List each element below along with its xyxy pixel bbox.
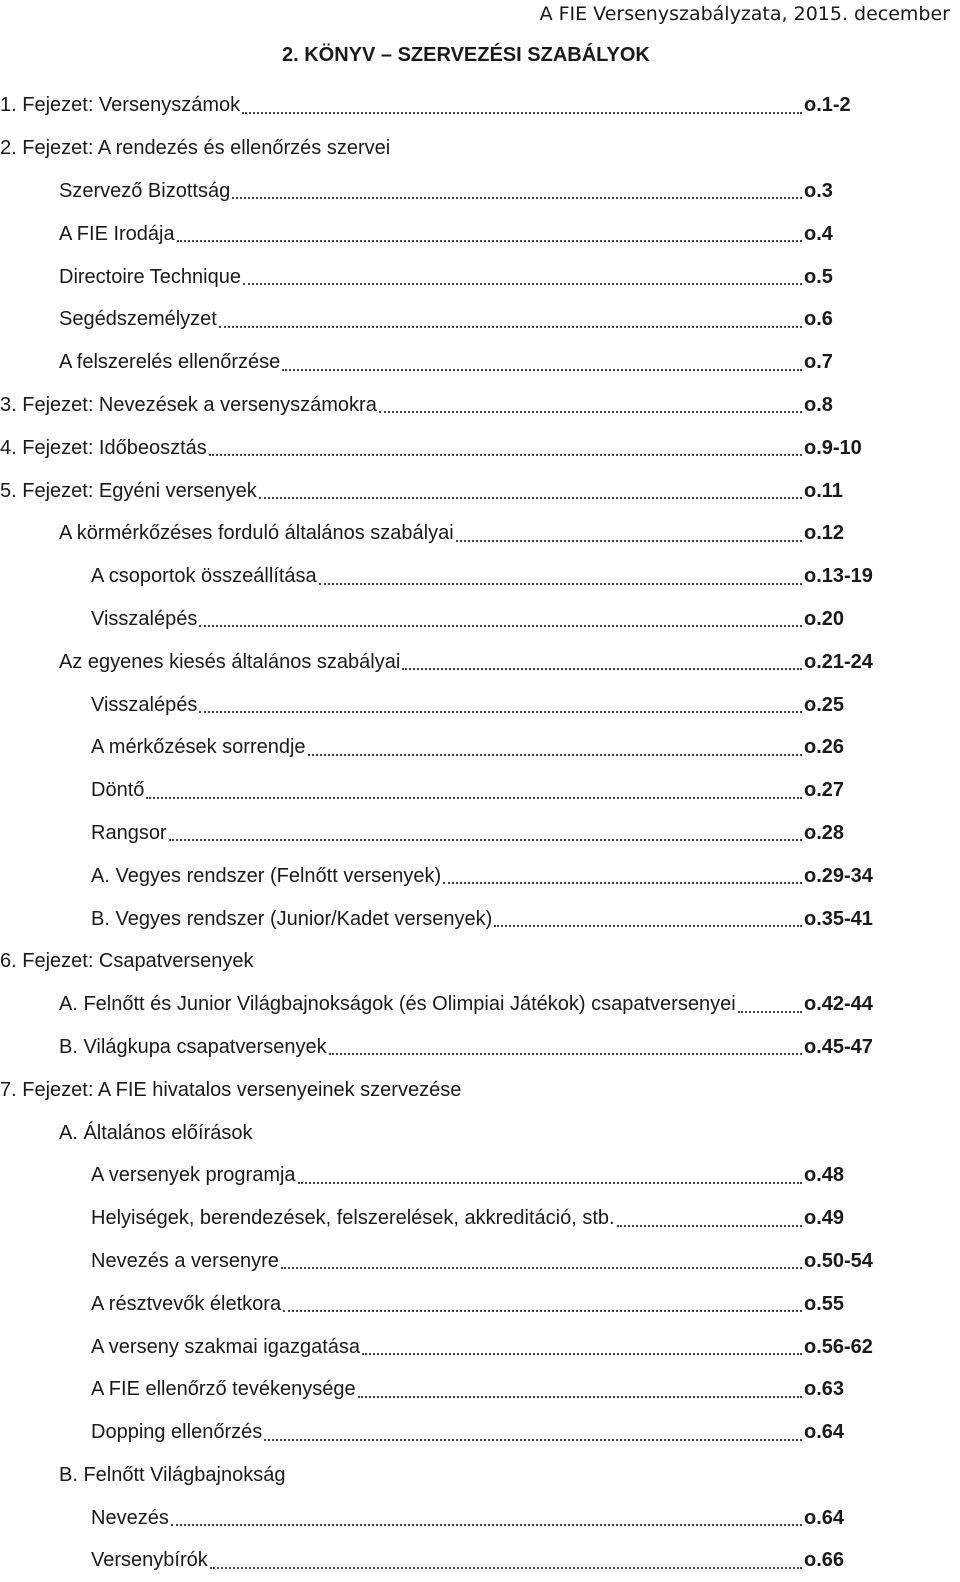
toc-entry[interactable] — [0, 1454, 960, 1497]
toc-entry-label: Visszalépés — [91, 607, 198, 630]
dot-leader — [232, 197, 802, 199]
toc-entry-label: A versenyek programja — [91, 1164, 296, 1187]
toc-entry-page: o.27 — [804, 779, 845, 802]
toc-entry-page: o.45-47 — [804, 1035, 873, 1058]
toc-entry-page: o.56-62 — [804, 1335, 873, 1358]
toc-entry-page: o.12 — [804, 522, 845, 545]
toc-entry[interactable] — [0, 469, 960, 512]
dot-leader — [169, 839, 802, 841]
toc-entry-label: Versenybírók — [91, 1549, 208, 1572]
dot-leader — [243, 283, 802, 285]
toc-entry-label: 6. Fejezet: Csapatversenyek — [0, 950, 254, 973]
dot-leader — [210, 1567, 802, 1569]
toc-entry[interactable] — [0, 384, 960, 427]
toc-entry-label: 3. Fejezet: Nevezések a versenyszámokra — [0, 393, 377, 416]
toc-entry[interactable] — [0, 726, 960, 769]
toc-entry-page: o.26 — [804, 736, 845, 759]
toc-entry[interactable] — [0, 598, 960, 641]
toc-entry-label: 4. Fejezet: Időbeosztás — [0, 436, 207, 459]
toc-entry-page: o.28 — [804, 821, 845, 844]
toc-entry-page: o.55 — [804, 1292, 845, 1315]
toc-entry-label: Döntő — [91, 779, 145, 802]
toc-entry-page: o.11 — [804, 479, 843, 502]
toc-entry[interactable] — [0, 683, 960, 726]
toc-entry-label: Rangsor — [91, 821, 167, 844]
book-title: 2. KÖNYV – SZERVEZÉSI SZABÁLYOK — [282, 44, 650, 66]
toc-entry-page: o.29-34 — [804, 864, 873, 887]
toc-entry[interactable] — [0, 1026, 960, 1069]
toc-entry[interactable] — [0, 170, 960, 213]
toc-entry-page: o.64 — [804, 1421, 845, 1444]
toc-entry-label: Visszalépés — [91, 693, 198, 716]
toc-entry[interactable] — [0, 1154, 960, 1197]
toc-entry[interactable] — [0, 1368, 960, 1411]
toc-entry-page: o.4 — [804, 222, 833, 245]
toc-entry[interactable] — [0, 1240, 960, 1283]
toc-entry-page: o.48 — [804, 1164, 845, 1187]
dot-leader — [379, 411, 802, 413]
dot-leader — [443, 882, 802, 884]
toc-entry-page: o.3 — [804, 179, 833, 202]
toc-entry-page: o.20 — [804, 607, 845, 630]
toc-entry-page: o.49 — [804, 1207, 845, 1230]
toc-entry[interactable] — [0, 212, 960, 255]
dot-leader — [738, 1011, 802, 1013]
toc-entry[interactable] — [0, 341, 960, 384]
toc-entry[interactable] — [0, 769, 960, 812]
dot-leader — [199, 625, 802, 627]
dot-leader — [281, 1267, 802, 1269]
dot-leader — [209, 454, 802, 456]
toc-entry-label: A FIE Irodája — [59, 222, 175, 245]
dot-leader — [199, 711, 802, 713]
toc-entry-label: Szervező Bizottság — [59, 179, 231, 202]
dot-leader — [494, 925, 802, 927]
toc-entry-label: 2. Fejezet: A rendezés és ellenőrzés szervei — [0, 137, 391, 160]
toc-entry[interactable] — [0, 1111, 960, 1154]
toc-entry-label: 7. Fejezet: A FIE hivatalos versenyeinek szervezése — [0, 1078, 462, 1101]
dot-leader — [282, 369, 802, 371]
toc-entry[interactable] — [0, 1197, 960, 1240]
toc-entry-label: Nevezés — [91, 1506, 169, 1529]
dot-leader — [308, 754, 802, 756]
toc-entry-label: B. Vegyes rendszer (Junior/Kadet versenyek) — [91, 907, 493, 930]
toc-entry[interactable] — [0, 897, 960, 940]
running-header: A FIE Versenyszabályzata, 2015. december — [539, 3, 950, 25]
toc-entry-page: o.5 — [804, 265, 833, 288]
toc-entry-page: o.1-2 — [804, 94, 851, 117]
toc-entry[interactable] — [0, 426, 960, 469]
toc-entry-label: Directoire Technique — [59, 265, 241, 288]
toc-entry-label: A felszerelés ellenőrzése — [59, 351, 281, 374]
toc-entry-label: B. Világkupa csapatversenyek — [59, 1035, 327, 1058]
toc-entry[interactable] — [0, 1282, 960, 1325]
toc-entry-label: A. Vegyes rendszer (Felnőtt versenyek) — [91, 864, 442, 887]
toc-entry[interactable] — [0, 1325, 960, 1368]
toc-entry-page: o.35-41 — [804, 907, 873, 930]
toc-entry-label: A. Általános előírások — [59, 1121, 253, 1144]
toc-entry-label: A FIE ellenőrző tevékenysége — [91, 1378, 356, 1401]
toc-entry[interactable] — [0, 1411, 960, 1454]
toc-entry-label: Nevezés a versenyre — [91, 1249, 279, 1272]
dot-leader — [264, 1439, 802, 1441]
toc-entry-label: Az egyenes kiesés általános szabályai — [59, 650, 401, 673]
toc-entry-label: A mérkőzések sorrendje — [91, 736, 306, 759]
toc-entry-page: o.64 — [804, 1506, 845, 1529]
toc-entry-label: B. Felnőtt Világbajnokság — [59, 1463, 286, 1486]
toc-entry[interactable] — [0, 1496, 960, 1539]
toc-entry[interactable] — [0, 983, 960, 1026]
toc-entry-page: o.63 — [804, 1378, 845, 1401]
toc-entry[interactable] — [0, 84, 960, 127]
dot-leader — [259, 497, 802, 499]
toc-entry[interactable] — [0, 512, 960, 555]
dot-leader — [242, 112, 802, 114]
toc-entry[interactable] — [0, 640, 960, 683]
dot-leader — [219, 326, 802, 328]
dot-leader — [329, 1053, 802, 1055]
toc-entry-page: o.9-10 — [804, 436, 862, 459]
toc-entry-page: o.42-44 — [804, 993, 873, 1016]
toc-entry-page: o.21-24 — [804, 650, 873, 673]
toc-entry-label: Segédszemélyzet — [59, 308, 217, 331]
toc-entry[interactable] — [0, 255, 960, 298]
toc-entry[interactable] — [0, 854, 960, 897]
dot-leader — [617, 1225, 802, 1227]
toc-entry[interactable] — [0, 298, 960, 341]
dot-leader — [298, 1182, 802, 1184]
toc-entry-label: 1. Fejezet: Versenyszámok — [0, 94, 241, 117]
toc-entry-page: o.13-19 — [804, 565, 873, 588]
dot-leader — [319, 583, 802, 585]
toc-entry-label: Dopping ellenőrzés — [91, 1421, 263, 1444]
toc-entry-label: Helyiségek, berendezések, felszerelések, akkreditáció, stb. — [91, 1207, 615, 1230]
dot-leader — [456, 540, 802, 542]
dot-leader — [171, 1524, 802, 1526]
toc-entry-label: A verseny szakmai igazgatása — [91, 1335, 361, 1358]
toc-entry-page: o.8 — [804, 393, 833, 416]
toc-entry-label: A körmérkőzéses forduló általános szabályai — [59, 522, 454, 545]
toc-entry[interactable] — [0, 555, 960, 598]
table-of-contents — [0, 84, 960, 1582]
toc-entry[interactable] — [0, 1068, 960, 1111]
dot-leader — [402, 668, 802, 670]
dot-leader — [362, 1353, 802, 1355]
dot-leader — [283, 1310, 802, 1312]
toc-entry-label: A csoportok összeállítása — [91, 565, 317, 588]
dot-leader — [146, 797, 802, 799]
toc-entry-page: o.6 — [804, 308, 833, 331]
toc-entry-page: o.50-54 — [804, 1249, 873, 1272]
toc-entry[interactable] — [0, 812, 960, 855]
toc-entry[interactable] — [0, 940, 960, 983]
dot-leader — [177, 240, 802, 242]
toc-entry-page: o.25 — [804, 693, 845, 716]
toc-entry-page: o.7 — [804, 351, 833, 374]
toc-entry[interactable] — [0, 127, 960, 170]
toc-entry-page: o.66 — [804, 1549, 845, 1572]
toc-entry[interactable] — [0, 1539, 960, 1582]
toc-entry-label: 5. Fejezet: Egyéni versenyek — [0, 479, 257, 502]
toc-entry-label: A résztvevők életkora — [91, 1292, 282, 1315]
toc-entry-label: A. Felnőtt és Junior Világbajnokságok (és Olimpiai Játékok) csapatversenyei — [59, 993, 736, 1016]
dot-leader — [358, 1396, 802, 1398]
